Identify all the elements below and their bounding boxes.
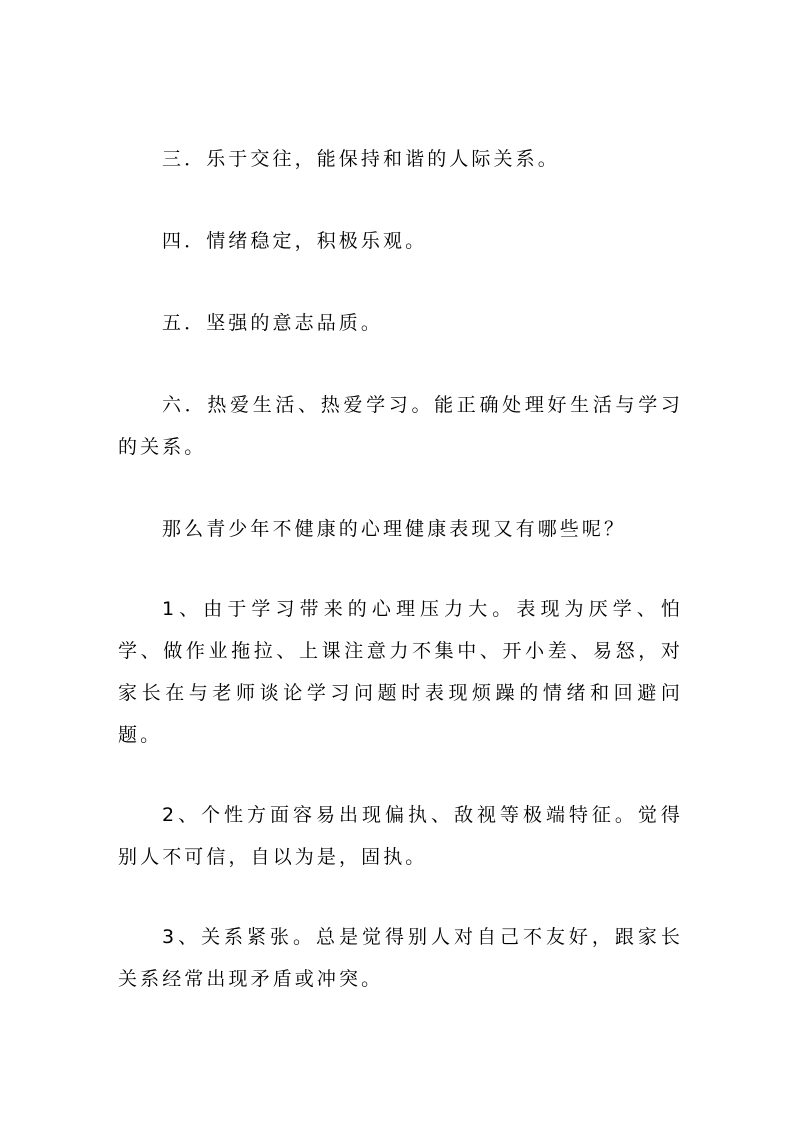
paragraph-4: 六．热爱生活、热爱学习。能正确处理好生活与学习的关系。 — [118, 394, 683, 458]
paragraph-5: 那么青少年不健康的心理健康表现又有哪些呢？ — [162, 518, 627, 540]
paragraph-6: 1、由于学习带来的心理压力大。表现为厌学、怕学、做作业拖拉、上课注意力不集中、开小差、易怒，对家长在与老师谈论学习问题时表现烦躁的情绪和回避问题。 — [118, 598, 683, 746]
paragraph-2: 四．情绪稳定，积极乐观。 — [162, 230, 428, 252]
paragraph-8: 3、关系紧张。总是觉得别人对自己不友好，跟家长关系经常出现矛盾或冲突。 — [118, 926, 683, 990]
paragraph-3: 五．坚强的意志品质。 — [162, 312, 384, 334]
paragraph-7: 2、个性方面容易出现偏执、敌视等极端特征。觉得别人不可信，自以为是，固执。 — [118, 804, 683, 868]
document-body — [118, 138, 683, 1000]
paragraph-1: 三．乐于交往，能保持和谐的人际关系。 — [162, 148, 560, 170]
